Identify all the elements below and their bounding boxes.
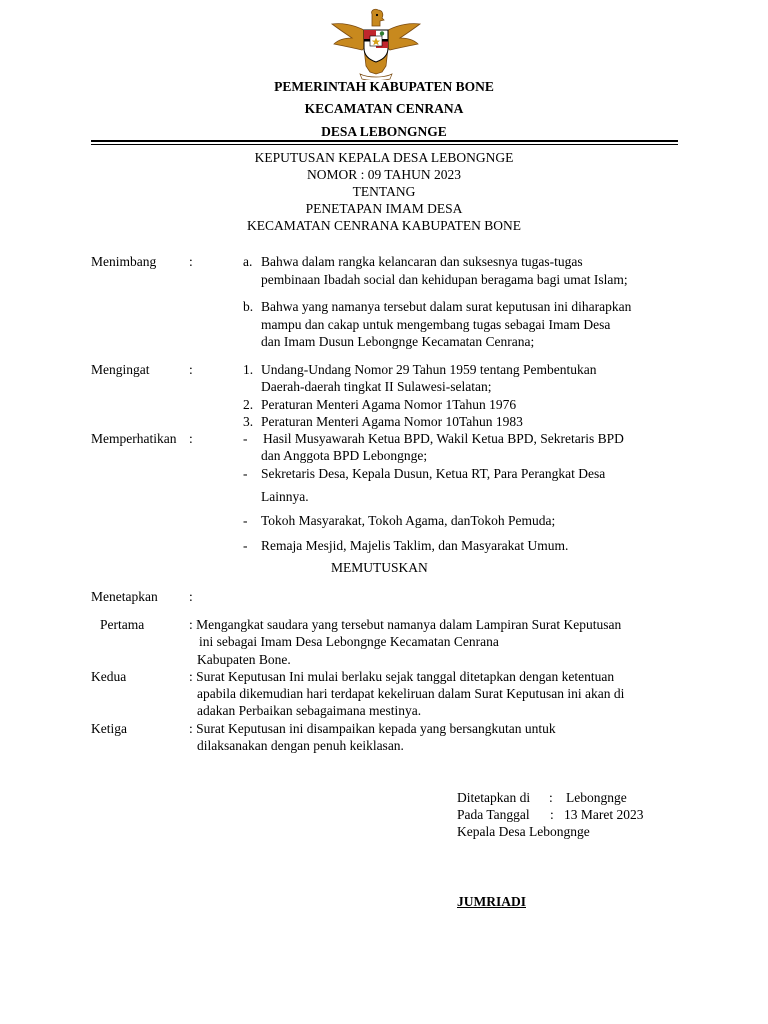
menetapkan-colon: : xyxy=(189,589,193,604)
memutuskan-heading: MEMUTUSKAN xyxy=(331,560,428,575)
garuda-emblem-icon xyxy=(326,8,426,80)
pertama-line-2: ini sebagai Imam Desa Lebongnge Kecamatan Cenrana xyxy=(199,634,499,649)
title-line-4: PENETAPAN IMAM DESA xyxy=(305,201,463,216)
kedua-label: Kedua xyxy=(91,669,127,684)
pertama-line-1: : Mengangkat saudara yang tersebut namanya dalam Lampiran Surat Keputusan xyxy=(189,617,622,632)
signatory-name: JUMRIADI xyxy=(457,894,526,909)
header-line-2: KECAMATAN CENRANA xyxy=(304,101,464,116)
title-line-3: TENTANG xyxy=(352,184,416,199)
header-line-1: PEMERINTAH KABUPATEN BONE xyxy=(274,79,494,94)
header-line-3: DESA LEBONGNGE xyxy=(321,124,447,139)
title-line-5: KECAMATAN CENRANA KABUPATEN BONE xyxy=(246,218,522,233)
signature-place-separator: : xyxy=(549,790,553,805)
menimbang-a-line-1: Bahwa dalam rangka kelancaran dan suksesnya tugas-tugas xyxy=(261,254,583,269)
pertama-label: Pertama xyxy=(100,617,145,632)
signature-date-value: 13 Maret 2023 xyxy=(564,807,644,822)
header-divider-thick xyxy=(91,140,678,142)
kedua-line-1: : Surat Keputusan Ini mulai berlaku sejak tanggal ditetapkan dengan ketentuan xyxy=(189,669,615,684)
memperhatikan-item-1-line-2: dan Anggota BPD Lebongnge; xyxy=(261,448,428,463)
memperhatikan-colon: : xyxy=(189,431,193,446)
ketiga-line-1: : Surat Keputusan ini disampaikan kepada yang bersangkutan untuk xyxy=(189,721,556,736)
mengingat-item-1-line-2: Daerah-daerah tingkat II Sulawesi-selatan; xyxy=(261,379,492,394)
mengingat-marker-3: 3. xyxy=(243,414,254,429)
menetapkan-label: Menetapkan xyxy=(91,589,158,604)
signature-date-label: Pada Tanggal xyxy=(457,807,530,822)
menimbang-b-line-2: mampu dan cakap untuk mengembang tugas sebagai Imam Desa xyxy=(261,317,611,332)
mengingat-item-3: Peraturan Menteri Agama Nomor 10Tahun 1983 xyxy=(261,414,523,429)
memperhatikan-label: Memperhatikan xyxy=(91,431,177,446)
mengingat-marker-1: 1. xyxy=(243,362,254,377)
mengingat-marker-2: 2. xyxy=(243,397,254,412)
title-line-2: NOMOR : 09 TAHUN 2023 xyxy=(307,167,461,182)
menimbang-b-line-1: Bahwa yang namanya tersebut dalam surat keputusan ini diharapkan xyxy=(261,299,632,314)
pertama-line-3: Kabupaten Bone. xyxy=(197,652,291,667)
memperhatikan-dash-1: - xyxy=(243,431,248,446)
memperhatikan-item-2-line-1: Sekretaris Desa, Kepala Dusun, Ketua RT, Para Perangkat Desa xyxy=(261,466,606,481)
signature-place-label: Ditetapkan di xyxy=(457,790,531,805)
ketiga-line-2: dilaksanakan dengan penuh keiklasan. xyxy=(197,738,404,753)
menimbang-b-line-3: dan Imam Dusun Lebongnge Kecamatan Cenrana; xyxy=(261,334,535,349)
signature-title: Kepala Desa Lebongnge xyxy=(457,824,590,839)
memperhatikan-dash-2: - xyxy=(243,466,248,481)
kedua-line-2: apabila dikemudian hari terdapat kekeliruan dalam Surat Keputusan ini akan di xyxy=(197,686,625,701)
signature-place-value: Lebongnge xyxy=(566,790,627,805)
memperhatikan-item-2-line-2: Lainnya. xyxy=(261,489,309,504)
ketiga-label: Ketiga xyxy=(91,721,127,736)
signature-date-separator: : xyxy=(550,807,554,822)
mengingat-label: Mengingat xyxy=(91,362,150,377)
mengingat-item-2: Peraturan Menteri Agama Nomor 1Tahun 1976 xyxy=(261,397,517,412)
menimbang-a-line-2: pembinaan Ibadah social dan kehidupan beragama bagi umat Islam; xyxy=(261,272,628,287)
memperhatikan-item-4: Remaja Mesjid, Majelis Taklim, dan Masyarakat Umum. xyxy=(261,538,569,553)
menimbang-a-marker: a. xyxy=(243,254,253,269)
mengingat-colon: : xyxy=(189,362,193,377)
menimbang-colon: : xyxy=(189,254,193,269)
menimbang-label: Menimbang xyxy=(91,254,157,269)
memperhatikan-dash-3: - xyxy=(243,513,248,528)
mengingat-item-1-line-1: Undang-Undang Nomor 29 Tahun 1959 tentang Pembentukan xyxy=(261,362,597,377)
memperhatikan-item-1-line-1: Hasil Musyawarah Ketua BPD, Wakil Ketua BPD, Sekretaris BPD xyxy=(263,431,624,446)
title-line-1: KEPUTUSAN KEPALA DESA LEBONGNGE xyxy=(254,150,514,165)
menimbang-b-marker: b. xyxy=(243,299,254,314)
header-divider-thin xyxy=(91,144,678,145)
memperhatikan-dash-4: - xyxy=(243,538,248,553)
memperhatikan-item-3: Tokoh Masyarakat, Tokoh Agama, danTokoh Pemuda; xyxy=(261,513,556,528)
kedua-line-3: adakan Perbaikan sebagaimana mestinya. xyxy=(197,703,422,718)
